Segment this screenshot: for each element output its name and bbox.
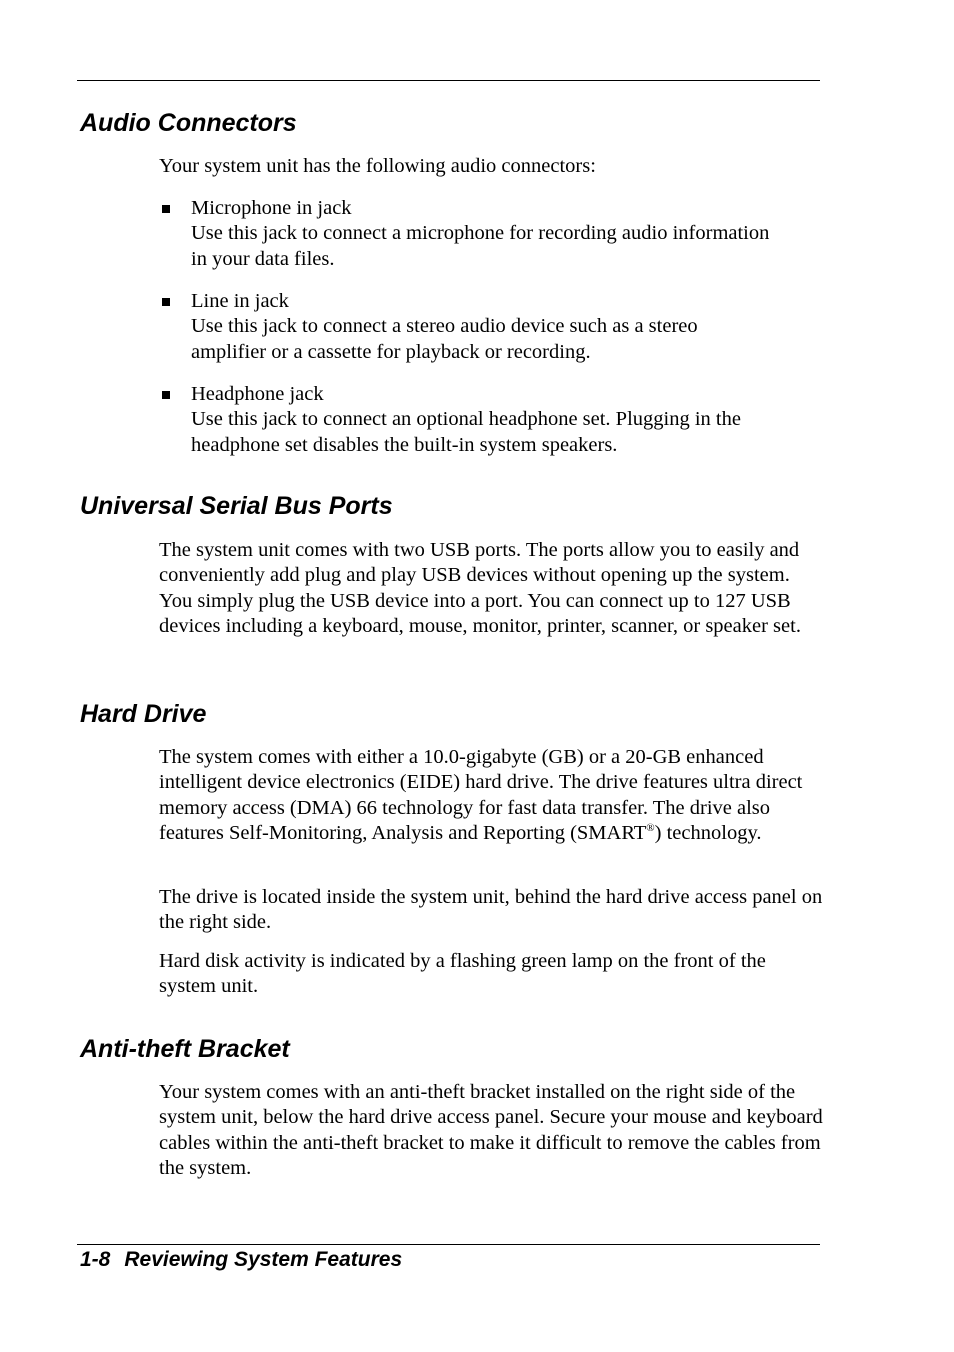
anti-theft-paragraph: Your system comes with an anti-theft bracket installed on the right side of the system unit, below the hard drive access panel. Secure your mouse and keyboard cables within the anti-theft bracket to make it difficult to remove the cables from the system. bbox=[159, 1081, 823, 1180]
bullet-title: Line in jack bbox=[191, 290, 289, 312]
square-bullet-icon bbox=[162, 205, 170, 213]
usb-paragraph: The system unit comes with two USB ports. The ports allow you to easily and conveniently add plug and play USB devices without opening up the system. You simply plug the USB device into a port. You can connect up to 127 USB devices including a keyboard, mouse, monitor, printer, scanner, or speaker set. bbox=[159, 539, 801, 638]
bullet-desc-line2: in your data files. bbox=[191, 247, 335, 270]
bullet-desc-line1: Use this jack to connect an optional headphone set. Plugging in the bbox=[191, 408, 741, 431]
heading-usb-ports: Universal Serial Bus Ports bbox=[80, 492, 393, 520]
hard-drive-p1-text: The system comes with either a 10.0-gigabyte (GB) or a 20-GB enhanced intelligent device electronics (EIDE) hard drive. The drive features ultra direct memory access (DMA) 66 technology for fast data transfer. The drive also features Self-Monitoring, Analysis and Reporting (SMART bbox=[159, 746, 803, 845]
audio-intro: Your system unit has the following audio connectors: bbox=[159, 155, 596, 177]
heading-anti-theft: Anti-theft Bracket bbox=[80, 1035, 290, 1063]
chapter-title: Reviewing System Features bbox=[124, 1248, 403, 1271]
square-bullet-icon bbox=[162, 298, 170, 306]
bullet-title: Microphone in jack bbox=[191, 197, 352, 219]
bullet-desc-line2: headphone set disables the built-in system speakers. bbox=[191, 433, 618, 456]
page-footer bbox=[80, 1245, 402, 1275]
square-bullet-icon bbox=[162, 391, 170, 399]
heading-audio-connectors: Audio Connectors bbox=[80, 109, 297, 137]
bullet-desc-line1: Use this jack to connect a stereo audio device such as a stereo bbox=[191, 315, 698, 338]
list-item-line-in bbox=[159, 289, 824, 365]
bullet-desc-line2: amplifier or a cassette for playback or recording. bbox=[191, 340, 591, 363]
bullet-title: Headphone jack bbox=[191, 383, 324, 405]
hard-drive-paragraph-3: Hard disk activity is indicated by a flashing green lamp on the front of the system unit. bbox=[159, 950, 766, 998]
hard-drive-paragraph-2: The drive is located inside the system unit, behind the hard drive access panel on the right side. bbox=[159, 886, 823, 934]
heading-hard-drive: Hard Drive bbox=[80, 700, 207, 728]
header-rule bbox=[77, 80, 820, 81]
bullet-desc-line1: Use this jack to connect a microphone for recording audio information bbox=[191, 222, 770, 245]
list-item-headphone bbox=[159, 382, 824, 458]
list-item-microphone bbox=[159, 196, 824, 272]
page-number: 1-8 bbox=[80, 1248, 111, 1271]
registered-mark: ® bbox=[646, 822, 655, 835]
hard-drive-paragraph-1 bbox=[159, 745, 824, 847]
hard-drive-p1-end: ) technology. bbox=[654, 822, 762, 845]
